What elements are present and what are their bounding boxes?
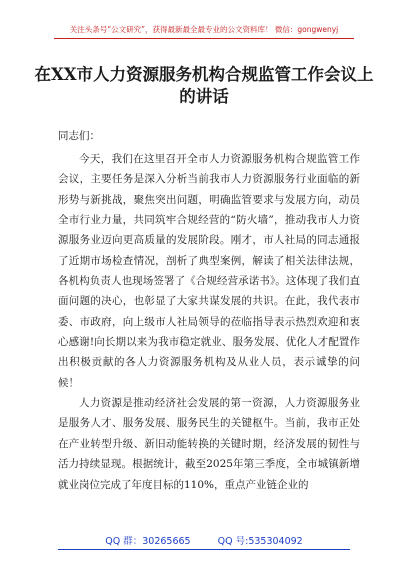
salutation: 同志们： — [58, 130, 100, 142]
paragraph: 今天，我们在这里召开全市人力资源服务机构合规监管工作会议，主要任务是深入分析当前我市人力资源服务行业面临的新形势与新挑战，聚焦突出问题，明确监管要求与发展方向，动员全市行业力量，共同筑牢合规经营的“防火墙”，推动我市人力资源服务业迈向更高质量的发展阶段。刚才，市人社局的同志通报了近期市场检查情况，剖析了典型案例，解读了相关法律法规，各机构负责人也现场签署了《合规经营承诺书》。这体现了我们直面问题的决心，也彰显了大家共谋发展的共识。在此，我代表市委、市政府，向上级市人社局领导的莅临指导表示热烈欢迎和衷心感谢!向长期以来为我市稳定就业、服务发展、优化人才配置作出积极贡献的各人力资源服务机构及从业人员，表示诚挚的问候！ — [58, 153, 360, 389]
header-divider — [54, 38, 354, 39]
footer-divider — [58, 549, 350, 550]
document-title: 在XX市人力资源服务机构合规监管工作会议上的讲话 — [34, 65, 374, 106]
header-banner: 关注头条号“公文研究”，获得最新最全最专业的公文资料库！ 微信：gongwenyj — [69, 25, 339, 34]
footer-qq-number[interactable]: QQ 号:535304092 — [217, 536, 303, 547]
document-body — [58, 149, 360, 495]
footer-contacts — [0, 533, 408, 547]
footer-qq-group[interactable]: QQ 群：30265665 — [105, 536, 191, 547]
paragraph: 人力资源是推动经济社会发展的第一资源，人力资源服务业是服务人才、服务发展、服务民生的关键枢牛。当前，我市正处在产业转型升级、新旧动能转换的关键时期，经济发展的韧性与活力持续显现。根据统计，截至2025年第三季度，全市城镇新增就业岗位完成了年度目标的110%，重点产业链企业的 — [58, 397, 360, 491]
